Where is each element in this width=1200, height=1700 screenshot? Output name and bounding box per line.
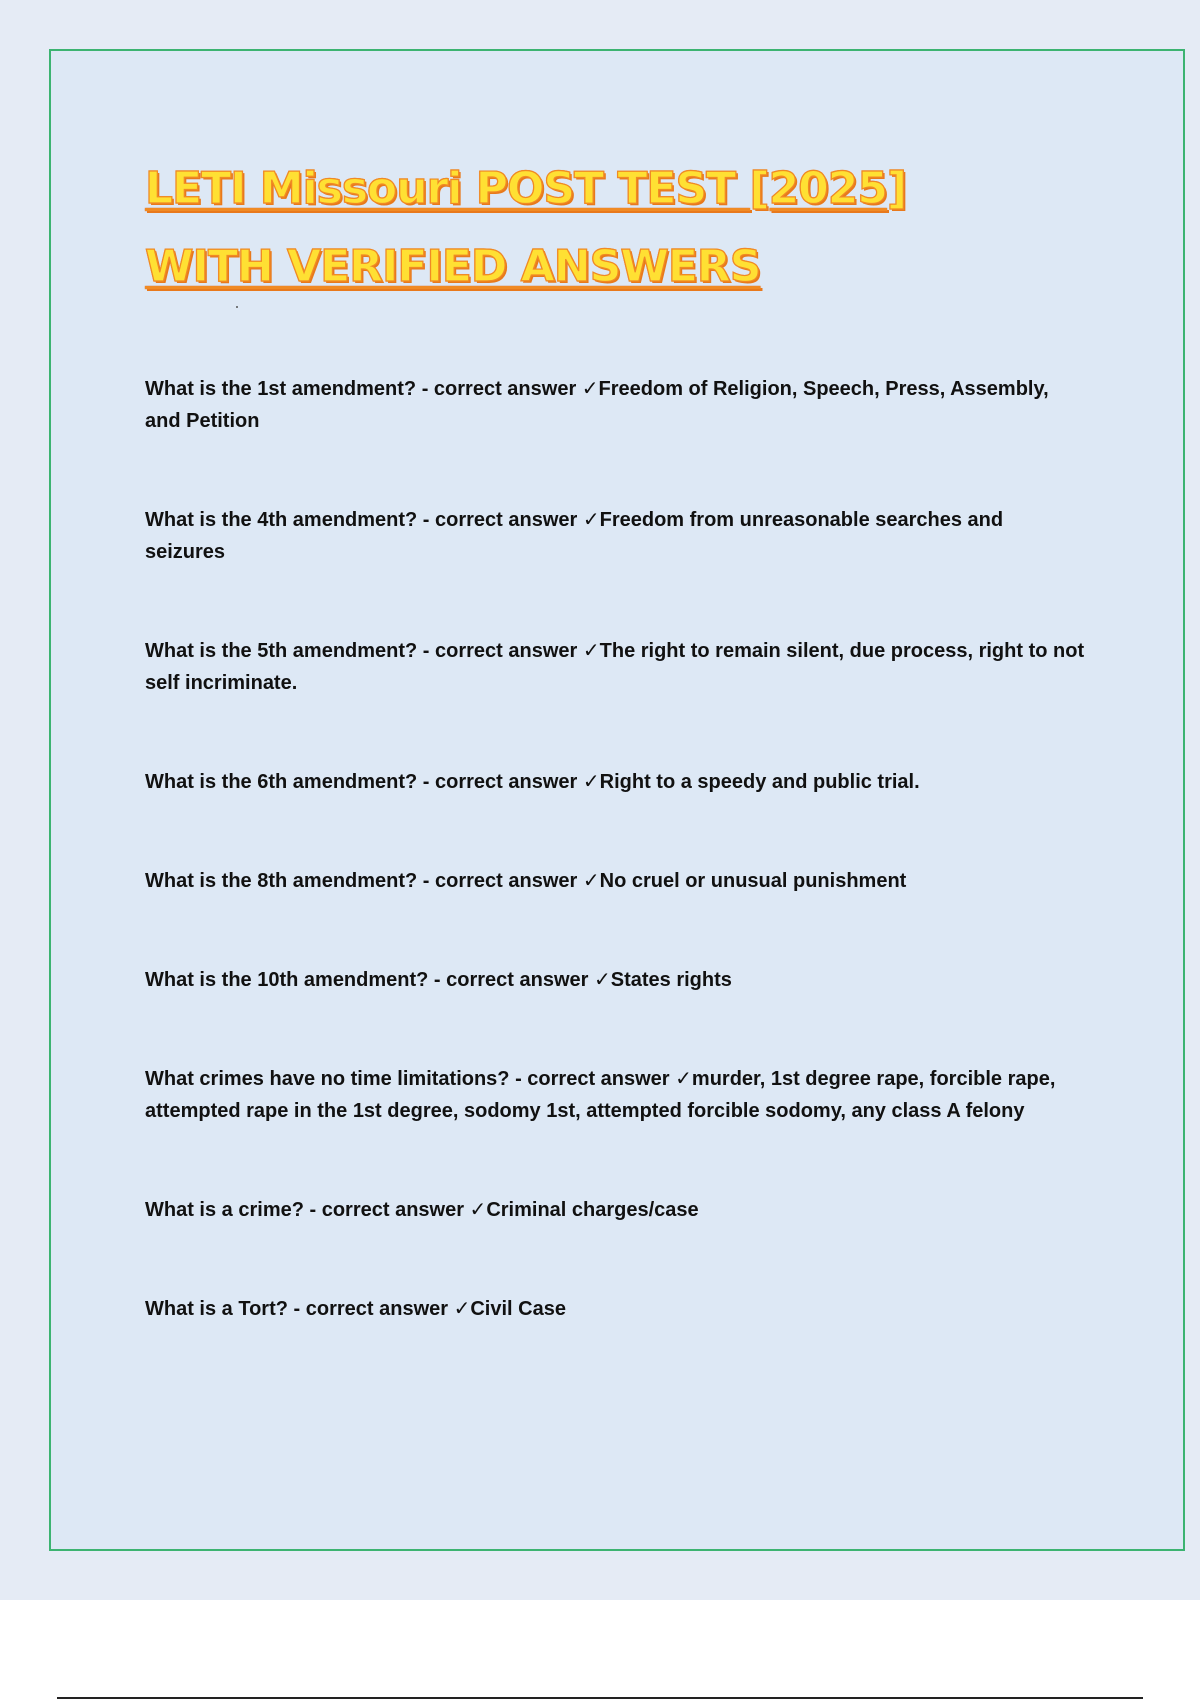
footer-divider <box>57 1697 1143 1699</box>
qa-item: What is a crime? - correct answer ✓Criminal charges/case <box>145 1199 699 1221</box>
qa-item: What is the 6th amendment? - correct answer ✓Right to a speedy and public trial. <box>145 771 920 793</box>
qa-item: What is the 5th amendment? - correct answer ✓The right to remain silent, due process, right to not self incriminate. <box>145 640 1085 694</box>
qa-list <box>145 373 1085 1392</box>
qa-item: What is the 8th amendment? - correct answer ✓No cruel or unusual punishment <box>145 870 907 892</box>
qa-item: What crimes have no time limitations? - correct answer ✓murder, 1st degree rape, forcible rape, attempted rape in the 1st degree, sodomy 1st, attempted forcible sodomy, any class A felony <box>145 1068 1056 1122</box>
qa-item: What is a Tort? - correct answer ✓Civil Case <box>145 1298 566 1320</box>
stray-dot <box>236 306 238 308</box>
qa-item: What is the 10th amendment? - correct answer ✓States rights <box>145 969 732 991</box>
document-title: LETI Missouri POST TEST [2025] WITH VERIFIED ANSWERS <box>145 163 907 292</box>
qa-item: What is the 1st amendment? - correct answer ✓Freedom of Religion, Speech, Press, Assembly, and Petition <box>145 378 1049 432</box>
qa-item: What is the 4th amendment? - correct answer ✓Freedom from unreasonable searches and seizures <box>145 509 1004 563</box>
